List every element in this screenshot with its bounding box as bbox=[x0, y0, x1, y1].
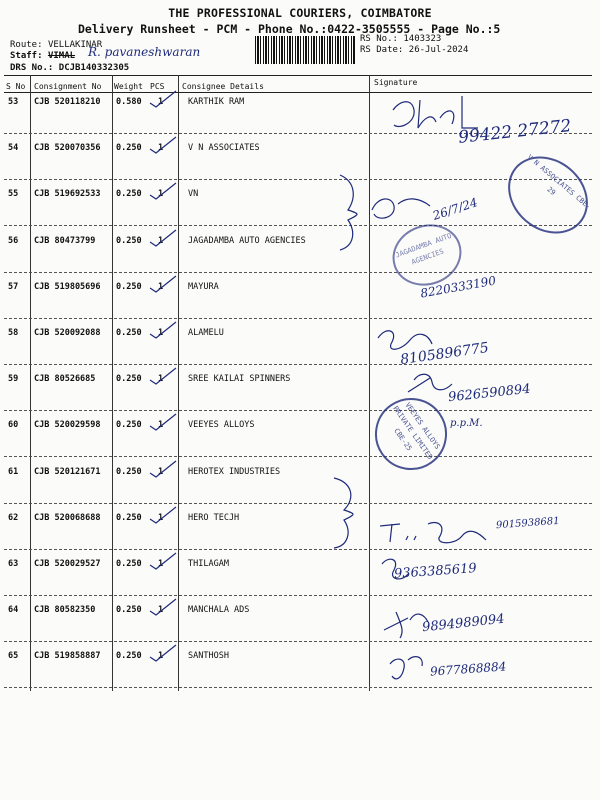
tick-mark bbox=[150, 553, 176, 569]
row-pcs: 1 bbox=[158, 236, 164, 246]
row-consignment-no: CJB 520029527 bbox=[34, 559, 101, 569]
brace-mark bbox=[340, 175, 357, 250]
row-consignee: MAYURA bbox=[188, 282, 219, 292]
signature-note: p.p.M. bbox=[450, 418, 483, 429]
signature-note: 99422 27272 bbox=[457, 116, 573, 148]
row-consignee: HERO TECJH bbox=[188, 513, 240, 523]
row-pcs: 1 bbox=[158, 651, 164, 661]
signature-note: 9626590894 bbox=[447, 381, 532, 406]
row-consignment-no: CJB 520092088 bbox=[34, 328, 101, 338]
row-sno: 60 bbox=[8, 420, 19, 430]
row-sno: 61 bbox=[8, 467, 19, 477]
company-stamp: JAGADAMBA AUTO AGENCIES bbox=[384, 215, 470, 295]
column-header-consignee: Consignee Details bbox=[182, 82, 264, 91]
row-sno: 55 bbox=[8, 189, 19, 199]
tick-mark bbox=[150, 507, 176, 523]
signature-note: 9015938681 bbox=[495, 515, 560, 532]
signature-stroke bbox=[372, 199, 430, 218]
runsheet-subtitle: Delivery Runsheet - PCM - Phone No.:0422-3505555 - Page No.:5 bbox=[78, 22, 501, 36]
row-weight: 0.250 bbox=[116, 559, 142, 569]
row-sno: 58 bbox=[8, 328, 19, 338]
row-weight: 0.250 bbox=[116, 605, 142, 615]
row-pcs: 1 bbox=[158, 513, 164, 523]
tick-mark bbox=[150, 414, 176, 430]
company-name: THE PROFESSIONAL COURIERS, COIMBATORE bbox=[168, 6, 432, 20]
company-stamp: V N ASSOCIATES CBE-29 bbox=[493, 141, 600, 250]
row-consignee: ALAMELU bbox=[188, 328, 224, 338]
row-consignment-no: CJB 520068688 bbox=[34, 513, 101, 523]
rs-date-label: RS Date: bbox=[360, 45, 404, 55]
row-consignee: THILAGAM bbox=[188, 559, 229, 569]
signature-stroke bbox=[380, 523, 486, 543]
staff-handwritten-name: R. pavaneshwaran bbox=[88, 45, 201, 59]
row-sno: 53 bbox=[8, 97, 19, 107]
row-pcs: 1 bbox=[158, 467, 164, 477]
column-header-sno: S No bbox=[6, 82, 26, 91]
staff-printed-name: VIMAL bbox=[47, 51, 76, 61]
tick-mark bbox=[150, 276, 176, 292]
tick-mark bbox=[150, 137, 176, 153]
row-consignee: V N ASSOCIATES bbox=[188, 143, 260, 153]
row-weight: 0.250 bbox=[116, 467, 142, 477]
signature-stroke bbox=[408, 374, 452, 392]
tick-mark bbox=[150, 645, 176, 661]
row-consignment-no: CJB 520070356 bbox=[34, 143, 101, 153]
route-label: Route: bbox=[10, 40, 43, 50]
tick-mark bbox=[150, 91, 176, 107]
row-consignee: HEROTEX INDUSTRIES bbox=[188, 467, 281, 477]
column-header-weight: Weight bbox=[114, 82, 143, 91]
row-consignee: VEEYES ALLOYS bbox=[188, 420, 255, 430]
signature-note: 9677868884 bbox=[429, 659, 507, 679]
drs-label: DRS No.: bbox=[10, 63, 54, 73]
tick-mark bbox=[150, 461, 176, 477]
row-consignment-no: CJB 519805696 bbox=[34, 282, 101, 292]
row-consignment-no: CJB 520121671 bbox=[34, 467, 101, 477]
tick-mark bbox=[150, 230, 176, 246]
brace-mark bbox=[334, 478, 353, 548]
row-consignment-no: CJB 520118210 bbox=[34, 97, 101, 107]
row-sno: 62 bbox=[8, 513, 19, 523]
row-pcs: 1 bbox=[158, 374, 164, 384]
row-consignee: MANCHALA ADS bbox=[188, 605, 250, 615]
signature-note: 8220333190 bbox=[419, 273, 497, 301]
row-sno: 63 bbox=[8, 559, 19, 569]
row-weight: 0.250 bbox=[116, 236, 142, 246]
row-consignee: VN bbox=[188, 189, 199, 199]
rs-no-label: RS No.: bbox=[360, 34, 398, 44]
row-weight: 0.580 bbox=[116, 97, 142, 107]
drs-value: DCJB140332305 bbox=[58, 63, 130, 73]
tick-mark bbox=[150, 599, 176, 615]
tick-mark bbox=[150, 368, 176, 384]
row-pcs: 1 bbox=[158, 420, 164, 430]
staff-label: Staff: bbox=[10, 51, 43, 61]
column-header-consignment: Consignment No bbox=[34, 82, 102, 91]
signature-note: 9363385619 bbox=[393, 561, 478, 582]
rs-date-value: 26-Jul-2024 bbox=[408, 45, 469, 55]
row-consignee: KARTHIK RAM bbox=[188, 97, 245, 107]
row-consignee: SREE KAILAI SPINNERS bbox=[188, 374, 291, 384]
row-pcs: 1 bbox=[158, 605, 164, 615]
row-pcs: 1 bbox=[158, 282, 164, 292]
row-sno: 59 bbox=[8, 374, 19, 384]
row-consignment-no: CJB 80473799 bbox=[34, 236, 96, 246]
row-pcs: 1 bbox=[158, 97, 164, 107]
row-weight: 0.250 bbox=[116, 420, 142, 430]
tick-mark bbox=[150, 322, 176, 338]
row-weight: 0.250 bbox=[116, 513, 142, 523]
column-header-signature: Signature bbox=[374, 78, 418, 87]
row-weight: 0.250 bbox=[116, 282, 142, 292]
signature-stroke bbox=[390, 657, 422, 679]
signature-note: 9894989094 bbox=[421, 611, 506, 636]
tick-mark bbox=[150, 183, 176, 199]
column-header-pcs: PCS bbox=[150, 82, 165, 91]
row-pcs: 1 bbox=[158, 143, 164, 153]
row-sno: 65 bbox=[8, 651, 19, 661]
row-consignee: JAGADAMBA AUTO AGENCIES bbox=[188, 236, 306, 246]
row-weight: 0.250 bbox=[116, 143, 142, 153]
rs-no-value: 1403323 bbox=[403, 34, 442, 44]
signature-note: 8105896775 bbox=[399, 339, 490, 369]
signature-stroke bbox=[382, 559, 408, 579]
row-sno: 64 bbox=[8, 605, 19, 615]
row-consignment-no: CJB 520029598 bbox=[34, 420, 101, 430]
row-pcs: 1 bbox=[158, 328, 164, 338]
signature-stroke bbox=[384, 612, 428, 638]
row-pcs: 1 bbox=[158, 189, 164, 199]
signature-note: 26/7/24 bbox=[430, 195, 480, 223]
row-consignment-no: CJB 80526685 bbox=[34, 374, 96, 384]
company-stamp: VEEYES ALLOYS PRIVATE LIMITED CBE-25 bbox=[361, 384, 461, 484]
route-value: VELLAKINAR bbox=[47, 40, 103, 50]
row-sno: 56 bbox=[8, 236, 19, 246]
row-consignment-no: CJB 519858887 bbox=[34, 651, 101, 661]
signature-stroke bbox=[378, 331, 432, 350]
row-weight: 0.250 bbox=[116, 328, 142, 338]
row-weight: 0.250 bbox=[116, 189, 142, 199]
row-sno: 57 bbox=[8, 282, 19, 292]
row-weight: 0.250 bbox=[116, 651, 142, 661]
row-consignment-no: CJB 519692533 bbox=[34, 189, 101, 199]
signature-stroke bbox=[393, 96, 478, 128]
row-consignment-no: CJB 80582350 bbox=[34, 605, 96, 615]
row-pcs: 1 bbox=[158, 559, 164, 569]
row-consignee: SANTHOSH bbox=[188, 651, 229, 661]
row-sno: 54 bbox=[8, 143, 19, 153]
row-weight: 0.250 bbox=[116, 374, 142, 384]
